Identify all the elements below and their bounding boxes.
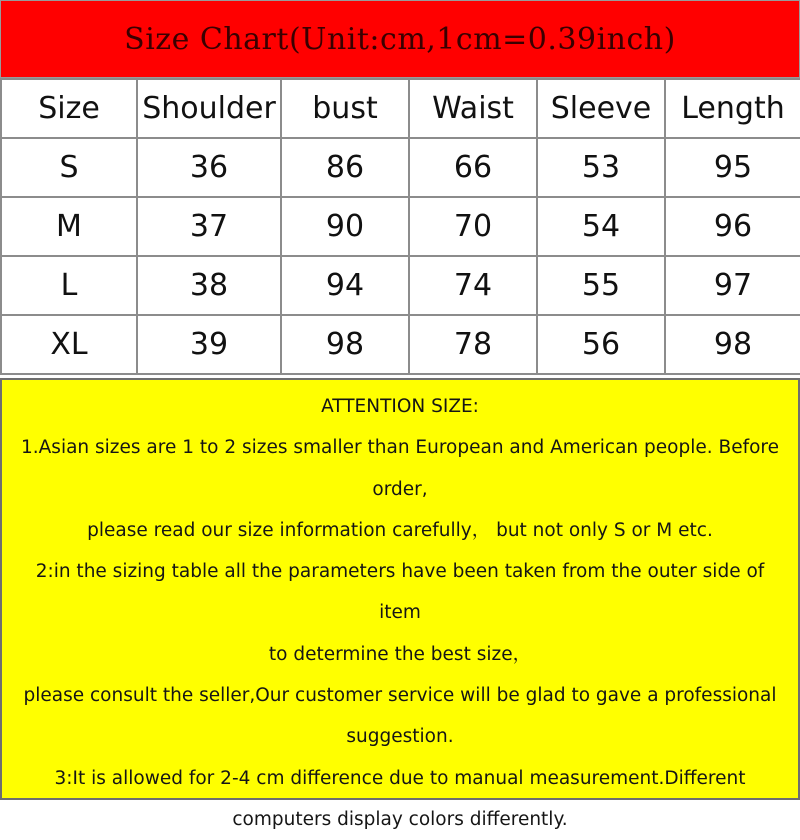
cell-waist: 70 (409, 197, 537, 256)
cell-size: M (1, 197, 137, 256)
header-waist: Waist (409, 79, 537, 138)
cell-shoulder: 38 (137, 256, 281, 315)
attention-notes (0, 378, 800, 830)
cell-waist: 66 (409, 138, 537, 197)
notes-line: suggestion. (346, 726, 454, 748)
table-row (1, 197, 800, 256)
size-table (0, 78, 800, 375)
cell-sleeve: 55 (537, 256, 665, 315)
header-sleeve: Sleeve (537, 79, 665, 138)
notes-line: please read our size information carefully， but not only S or M etc. (87, 519, 713, 541)
cell-sleeve: 53 (537, 138, 665, 197)
notes-line: computers display colors differently. (232, 808, 568, 830)
table-header-row (1, 79, 800, 138)
cell-shoulder: 39 (137, 315, 281, 374)
notes-line: 3:It is allowed for 2-4 cm difference due to manual measurement.Different (54, 767, 746, 789)
cell-waist: 74 (409, 256, 537, 315)
notes-line: to determine the best size， (268, 643, 532, 665)
header-length: Length (665, 79, 800, 138)
cell-bust: 94 (281, 256, 409, 315)
cell-shoulder: 37 (137, 197, 281, 256)
cell-length: 96 (665, 197, 800, 256)
cell-length: 97 (665, 256, 800, 315)
cell-bust: 86 (281, 138, 409, 197)
cell-length: 95 (665, 138, 800, 197)
header-bust: bust (281, 79, 409, 138)
cell-waist: 78 (409, 315, 537, 374)
notes-heading: ATTENTION SIZE: (321, 396, 479, 417)
cell-sleeve: 56 (537, 315, 665, 374)
notes-line: order, (372, 478, 428, 500)
cell-size: S (1, 138, 137, 197)
table-row (1, 256, 800, 315)
cell-shoulder: 36 (137, 138, 281, 197)
cell-bust: 90 (281, 197, 409, 256)
cell-bust: 98 (281, 315, 409, 374)
cell-length: 98 (665, 315, 800, 374)
table-row (1, 138, 800, 197)
header-shoulder: Shoulder (137, 79, 281, 138)
cell-sleeve: 54 (537, 197, 665, 256)
cell-size: L (1, 256, 137, 315)
notes-line: 1.Asian sizes are 1 to 2 sizes smaller than European and American people. Before (21, 437, 779, 459)
table-row (1, 315, 800, 374)
notes-line: please consult the seller,Our customer service will be glad to gave a professional (23, 685, 777, 707)
size-chart-title: Size Chart(Unit:cm,1cm=0.39inch) (0, 0, 800, 78)
notes-line: 2:in the sizing table all the parameters have been taken from the outer side of item (35, 561, 765, 624)
cell-size: XL (1, 315, 137, 374)
header-size: Size (1, 79, 137, 138)
